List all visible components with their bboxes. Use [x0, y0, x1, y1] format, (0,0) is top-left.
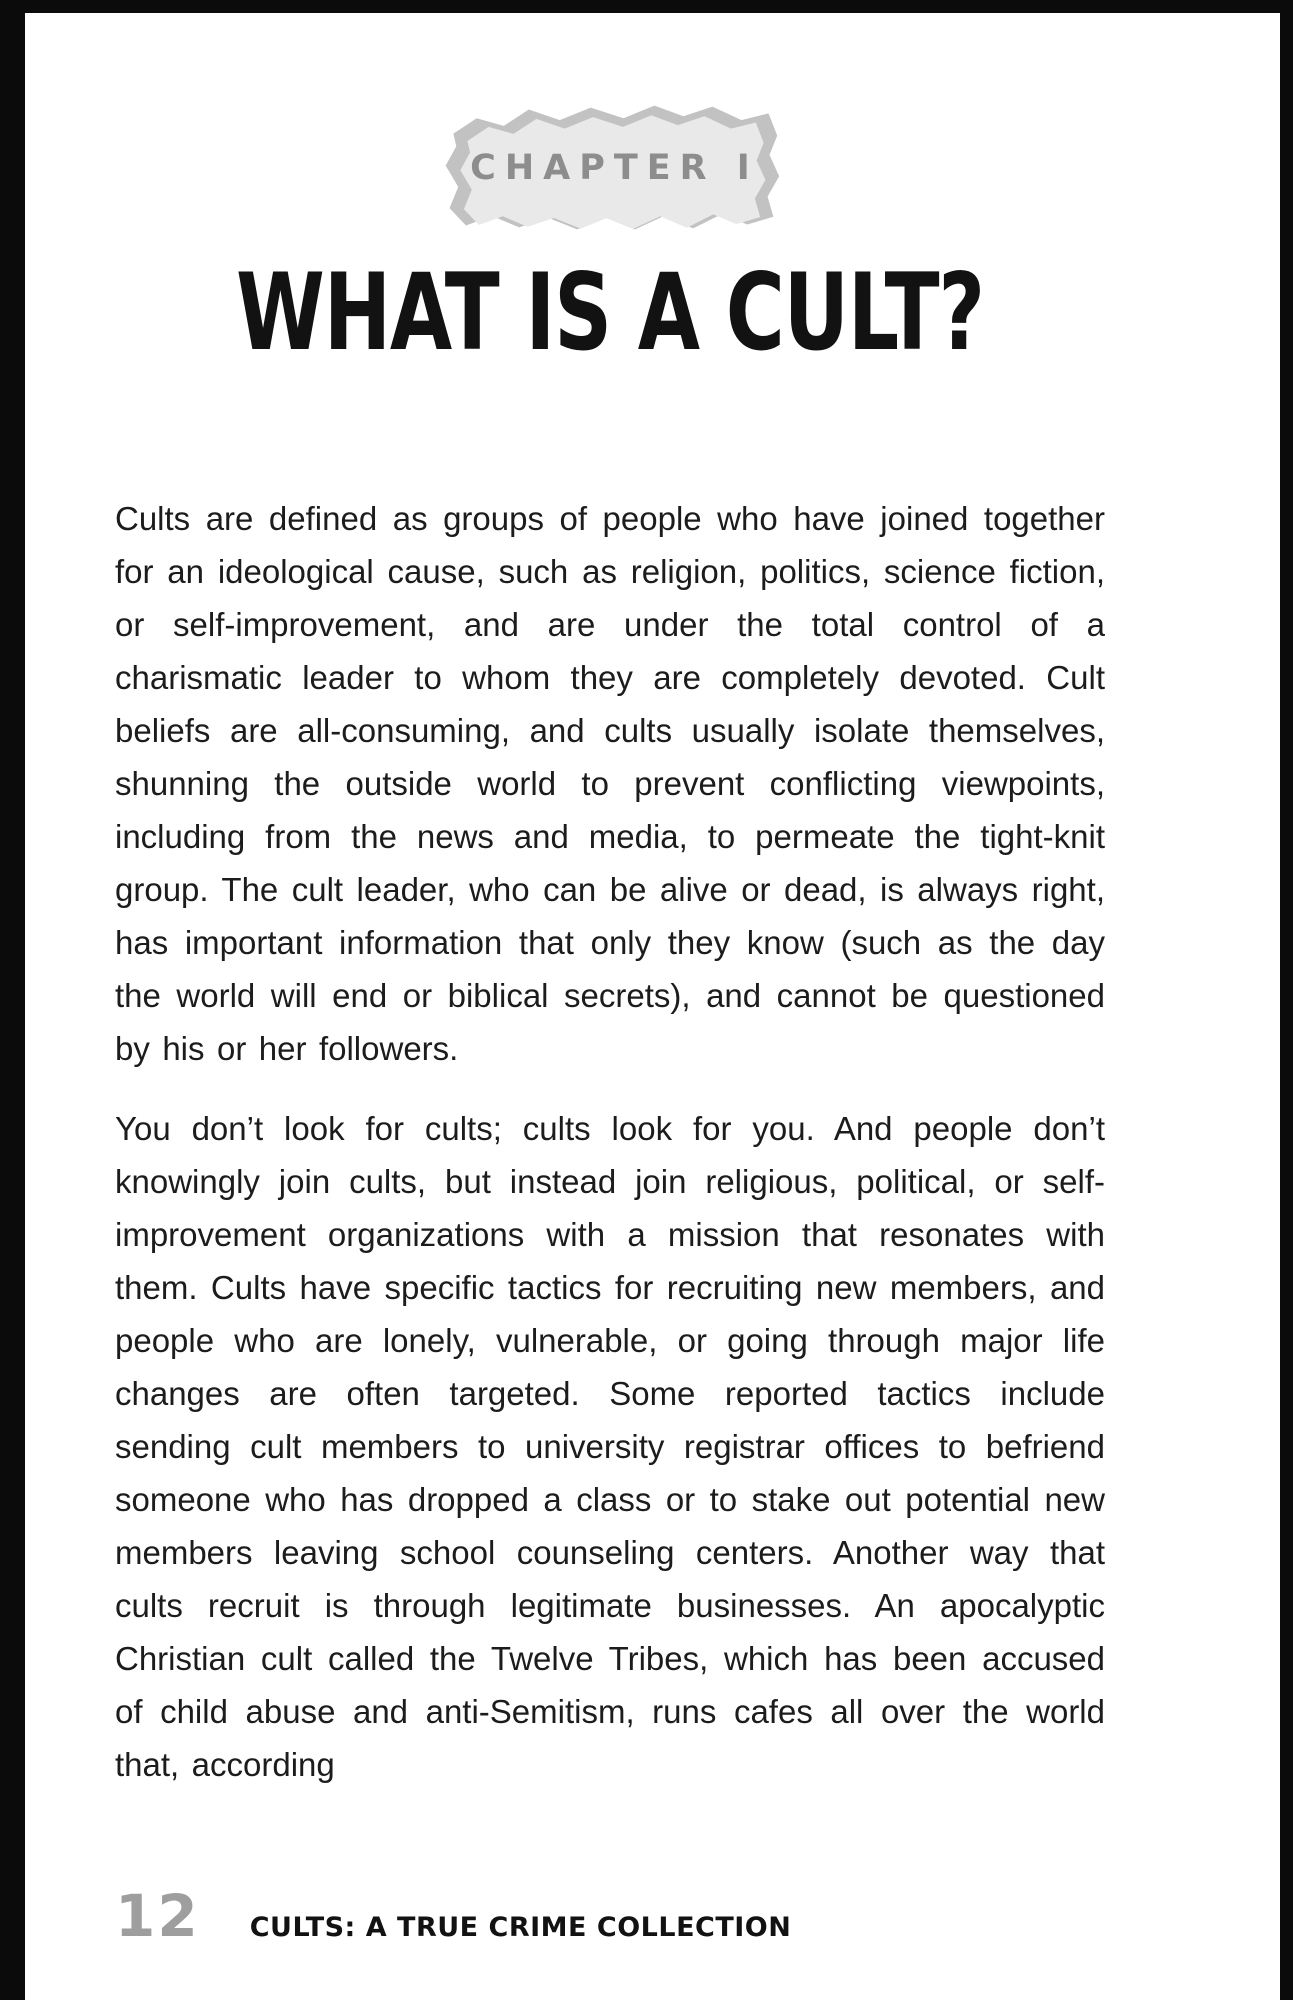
paragraph-2: You don’t look for cults; cults look for you. And people don’t knowingly join cults, but instead join religious, political, or self-improvement organizations with a mission that resonates with them. Cults have specific tactics for recruiting new members, and people who are lonely, vulnerable, or going through major life changes are often targeted. Some reported tactics include sending cult members to university registrar offices to befriend someone who has dropped a class or to stake out potential new members leaving school counseling centers. Another way that cults recruit is through legitimate businesses. An apocalyptic Christian cult called the Twelve Tribes, which has been accused of child abuse and anti-Semitism, runs cafes all over the world that, according: [115, 1110, 1105, 1783]
page-footer: [115, 1882, 792, 1950]
scan-edge-left: [0, 0, 25, 2000]
scan-edge-right: [1280, 0, 1293, 2000]
chapter-label: CHAPTER I: [470, 147, 759, 188]
chapter-title: WHAT IS A CULT?: [236, 251, 984, 374]
book-title: CULTS: A TRUE CRIME COLLECTION: [249, 1912, 792, 1943]
page-number: 12: [115, 1882, 200, 1950]
paragraph-1: Cults are defined as groups of people who have joined together for an ideological cause, such as religion, politics, science fiction, or self-improvement, and are under the total control of a charismatic leader to whom they are completely devoted. Cult beliefs are all-consuming, and cults usually isolate themselves, shunning the outside world to prevent conflicting viewpoints, including from the news and media, to permeate the tight-knit group. The cult leader, who can be alive or dead, is always right, has important information that only they know (such as the day the world will end or biblical secrets), and cannot be questioned by his or her followers.: [115, 500, 1105, 1067]
chapter-badge: [430, 95, 790, 240]
page-content: [115, 0, 1105, 1791]
